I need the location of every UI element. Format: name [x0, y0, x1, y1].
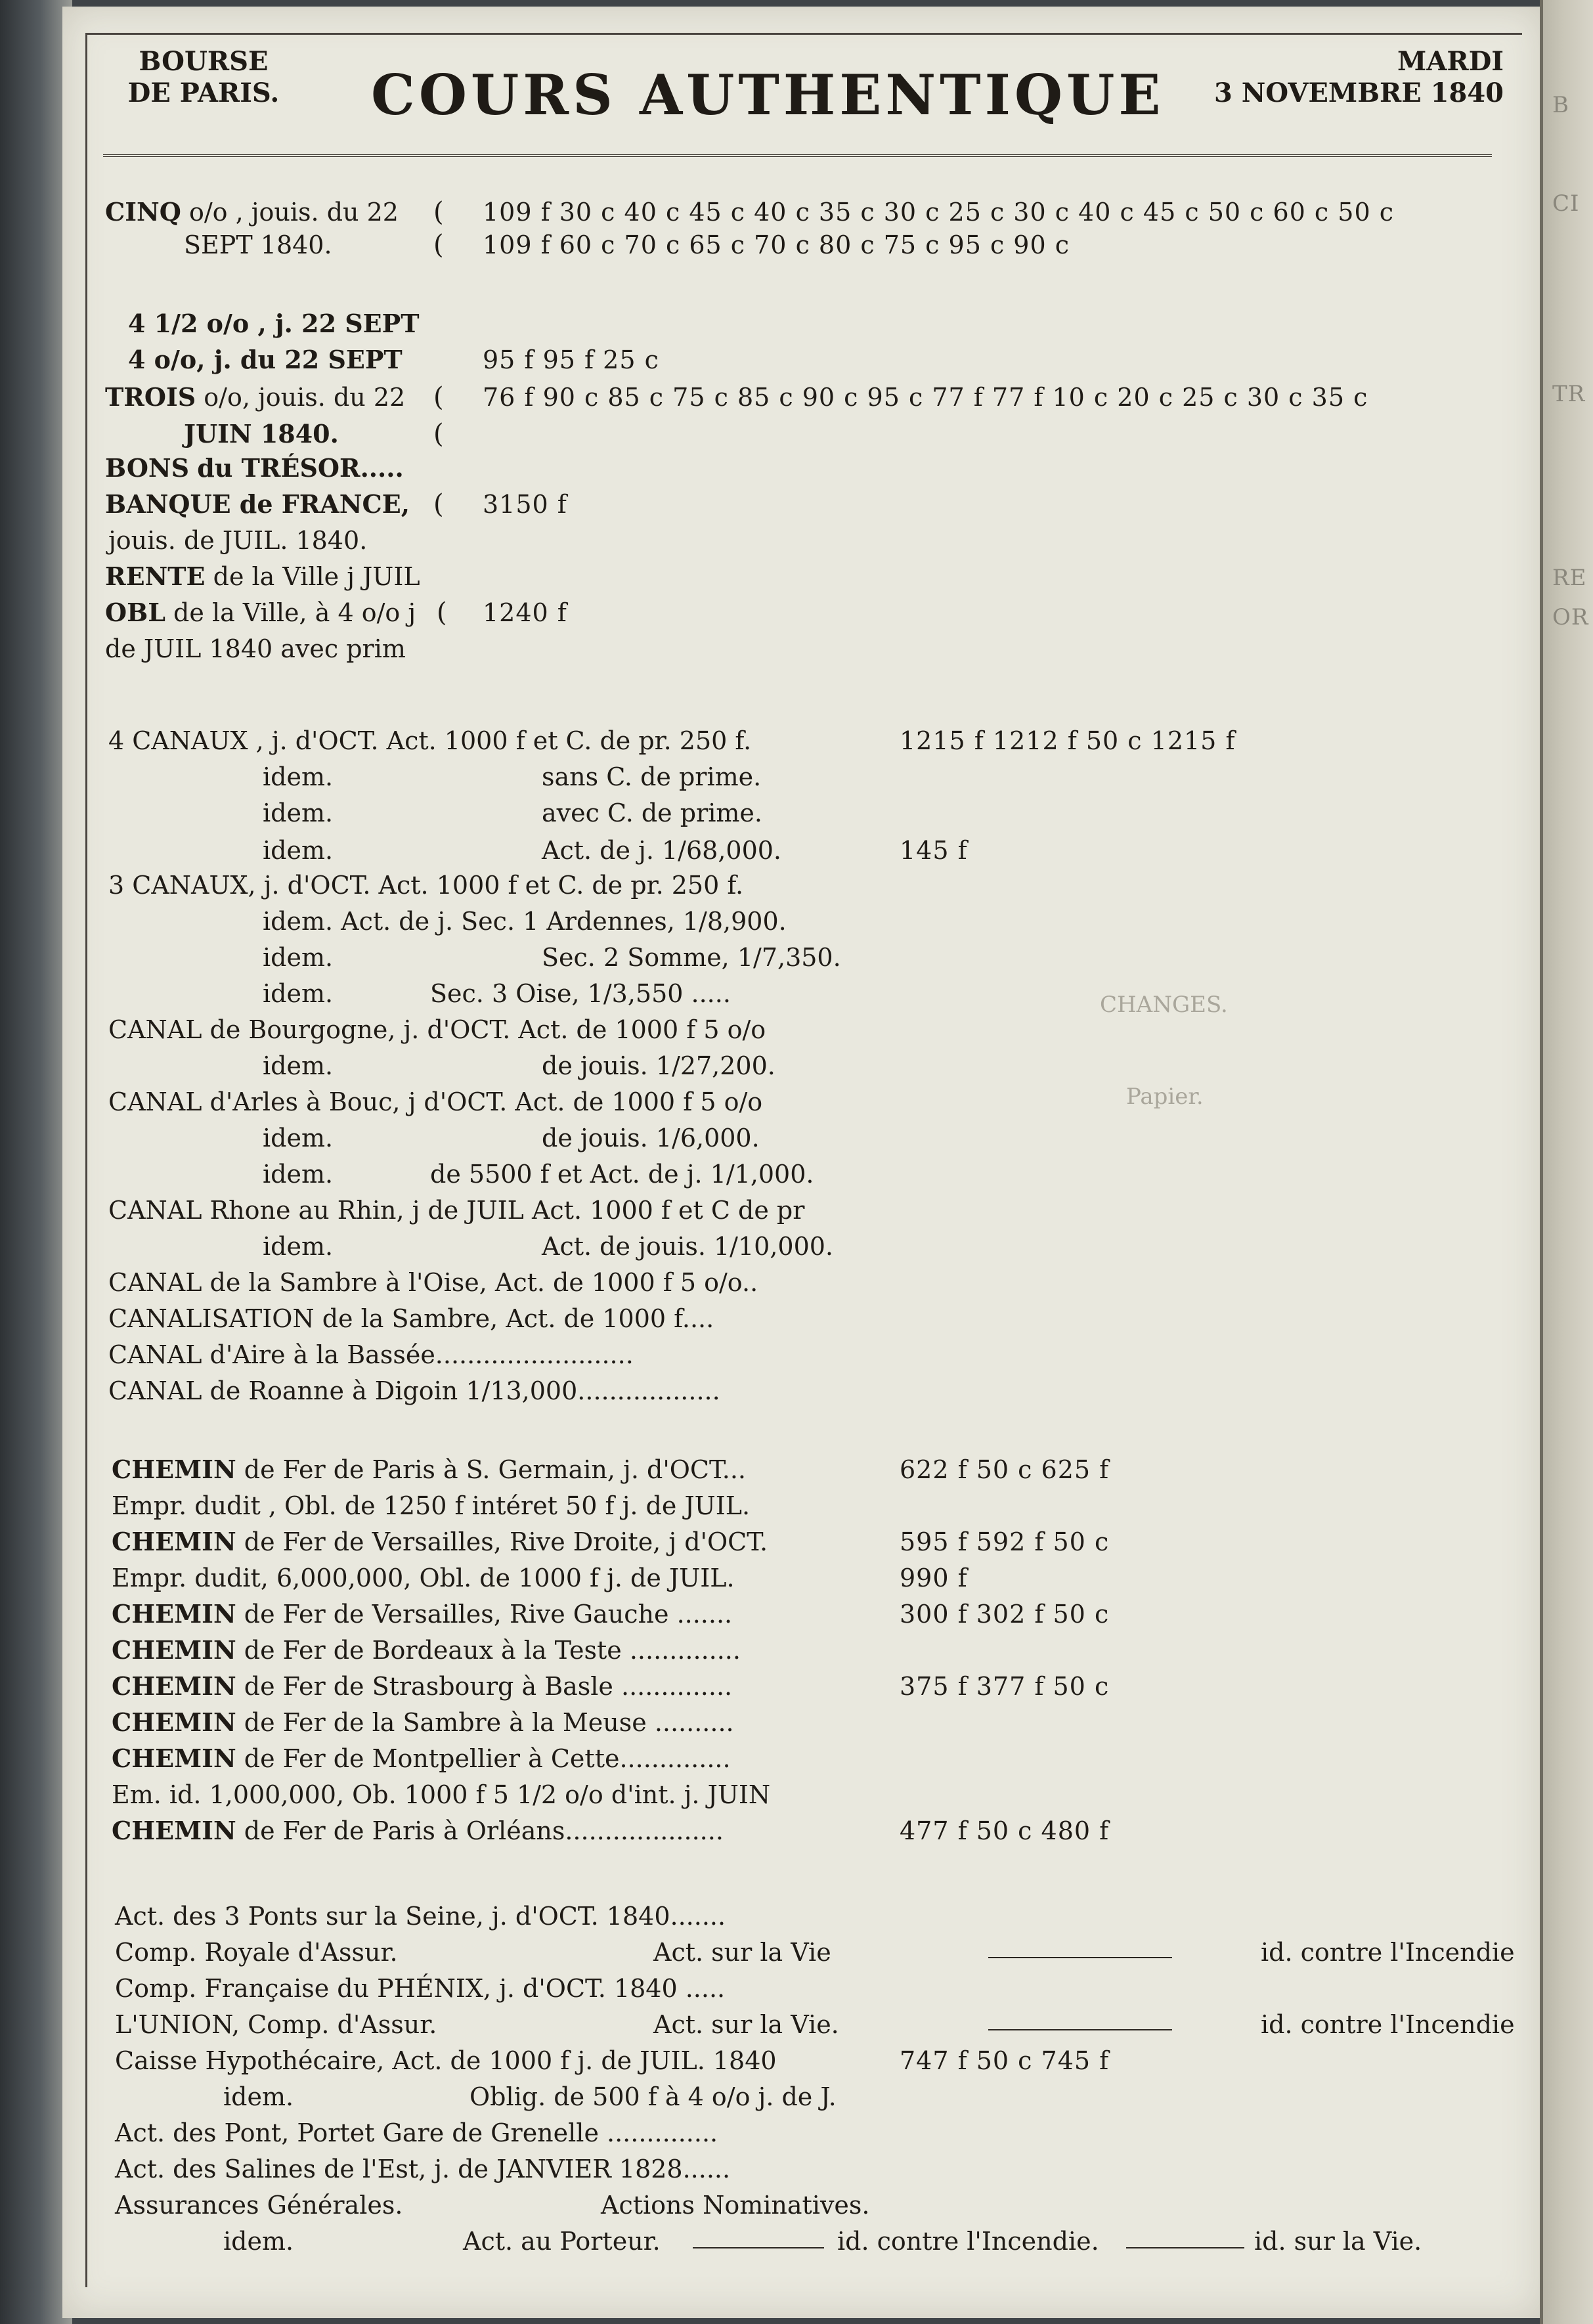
row-values: 747 f 50 c 745 f — [900, 2046, 1110, 2075]
masthead-right — [1136, 46, 1504, 109]
row-label-right: de jouis. 1/6,000. — [542, 1124, 760, 1152]
row-values: 300 f 302 f 50 c — [900, 1600, 1110, 1629]
list-item — [112, 1527, 768, 1557]
list-item: idem. — [223, 2227, 294, 2256]
row-label: Empr. dudit, 6,000,000, Obl. de 1000 f j. de JUIL. — [112, 1564, 735, 1592]
ledger-page — [62, 7, 1543, 2318]
brace-icon: ( — [433, 197, 444, 227]
list-item: idem. — [263, 1160, 334, 1189]
margin-text: RE — [1552, 565, 1587, 591]
row-label-2: jouis. de JUIL. 1840. — [108, 526, 368, 555]
row-label: de Fer de Versailles, Rive Gauche ....... — [244, 1600, 733, 1629]
price-blank-line — [693, 2247, 824, 2248]
row-label: de Fer de la Sambre à la Meuse .......... — [244, 1708, 734, 1737]
row-label-right: de 5500 f et Act. de j. 1/1,000. — [430, 1160, 814, 1189]
brace-icon: ( — [433, 382, 444, 412]
bourse-label: BOURSE — [139, 46, 269, 77]
row-values: 3150 f — [483, 490, 567, 519]
list-item: idem. — [263, 1051, 334, 1080]
row-values: 95 f 95 f 25 c — [483, 345, 659, 374]
list-item — [105, 453, 404, 483]
row-label: de la Ville, à 4 o/o j — [173, 598, 416, 627]
margin-text: TR — [1552, 381, 1586, 407]
list-item: CANAL de Roanne à Digoin 1/13,000.................. — [108, 1376, 720, 1405]
list-item: Comp. Française du PHÉNIX, j. d'OCT. 1840 ..... — [115, 1974, 726, 2003]
row-label: de Fer de Versailles, Rive Droite, j d'OCT. — [244, 1527, 768, 1556]
price-blank-line — [1126, 2247, 1244, 2248]
list-item: Caisse Hypothécaire, Act. de 1000 f j. de JUIL. 1840 — [115, 2046, 777, 2075]
row-label: Empr. dudit , Obl. de 1250 f intéret 50 f j. de JUIL. — [112, 1491, 751, 1520]
row-label-bold: CHEMIN — [112, 1671, 236, 1701]
list-item — [112, 1743, 731, 1774]
list-item: CANAL Rhone au Rhin, j de JUIL Act. 1000 f et C de pr — [108, 1196, 805, 1225]
row-label: de Fer de Paris à S. Germain, j. d'OCT... — [244, 1455, 746, 1484]
row-label-right: Sec. 2 Somme, 1/7,350. — [542, 943, 841, 972]
list-item: idem. — [263, 836, 334, 865]
row-label-right: Act. de jouis. 1/10,000. — [542, 1232, 834, 1261]
list-item — [105, 197, 399, 227]
row-label-2: SEPT 1840. — [184, 230, 332, 259]
list-item: CANAL d'Aire à la Bassée......................... — [108, 1340, 634, 1369]
row-label-bold: TROIS — [105, 382, 196, 412]
row-values: 1240 f — [483, 598, 567, 627]
brace-icon: ( — [433, 419, 444, 449]
row-label-right: sans C. de prime. — [542, 762, 762, 791]
row-label-mid: Act. au Porteur. — [463, 2227, 661, 2256]
row-values: 990 f — [900, 1564, 968, 1592]
list-item: idem. — [263, 943, 334, 972]
list-item: 4 o/o, j. du 22 SEPT — [128, 345, 403, 374]
list-item: idem. — [223, 2082, 294, 2111]
row-tail: id. contre l'Incendie. — [837, 2227, 1099, 2256]
row-label: o/o , jouis. du 22 — [188, 198, 399, 227]
margin-text: B — [1552, 92, 1569, 118]
row-label-bold: CHEMIN — [112, 1743, 236, 1773]
row-label-bold: CINQ — [105, 197, 181, 227]
row-label: du TRÉSOR..... — [197, 453, 404, 483]
row-label-right: avec C. de prime. — [542, 799, 762, 827]
list-item — [112, 1707, 734, 1738]
list-item — [105, 598, 416, 628]
row-label-bold: OBL — [105, 598, 165, 627]
row-label-right: de jouis. 1/27,200. — [542, 1051, 775, 1080]
price-blank-line — [988, 2029, 1172, 2030]
list-item: BANQUE de FRANCE, — [105, 489, 410, 519]
list-item — [105, 561, 420, 592]
row-label-bold: BONS — [105, 453, 190, 483]
list-item: Act. des 3 Ponts sur la Seine, j. d'OCT. 1840....... — [115, 1902, 726, 1931]
row-label-bold: CHEMIN — [112, 1455, 236, 1484]
list-item: Act. des Salines de l'Est, j. de JANVIER 1828...... — [115, 2155, 731, 2183]
row-values: 145 f — [900, 836, 968, 865]
row-label: de Fer de Bordeaux à la Teste .............. — [244, 1636, 741, 1665]
list-item: idem. Act. de j. Sec. 1 Ardennes, 1/8,900. — [263, 907, 787, 936]
book-spine-left — [0, 0, 72, 2324]
list-item — [112, 1455, 746, 1485]
row-label-bold: CHEMIN — [112, 1816, 236, 1845]
row-label: de Fer de Montpellier à Cette.............. — [244, 1744, 731, 1773]
list-item — [112, 1491, 750, 1521]
margin-text: CI — [1552, 190, 1580, 217]
list-item: Comp. Royale d'Assur. — [115, 1938, 398, 1967]
row-label-2: de JUIL 1840 avec prim — [105, 634, 406, 663]
show-through-text: Papier. — [1126, 1084, 1204, 1110]
date-label: 3 NOVEMBRE 1840 — [1213, 77, 1504, 108]
brace-icon: ( — [433, 230, 444, 260]
row-label-bold: CHEMIN — [112, 1635, 236, 1665]
row-values-2: 109 f 60 c 70 c 65 c 70 c 80 c 75 c 95 c 90 c — [483, 230, 1070, 259]
row-label-bold: RENTE — [105, 561, 206, 591]
row-values: 595 f 592 f 50 c — [900, 1527, 1110, 1556]
row-label-2: JUIN 1840. — [184, 419, 339, 449]
list-item: L'UNION, Comp. d'Assur. — [115, 2010, 437, 2039]
row-label-right: Act. de j. 1/68,000. — [542, 836, 782, 865]
row-extra: id. contre l'Incendie — [1261, 2010, 1515, 2039]
list-item: 4 CANAUX , j. d'OCT. Act. 1000 f et C. de pr. 250 f. — [108, 726, 752, 755]
list-item: CANALISATION de la Sambre, Act. de 1000 f.... — [108, 1304, 714, 1333]
row-values: 76 f 90 c 85 c 75 c 85 c 90 c 95 c 77 f 77 f 10 c 20 c 25 c 30 c 35 c — [483, 383, 1368, 412]
row-label-right: Actions Nominatives. — [601, 2191, 870, 2220]
paris-label: DE PARIS. — [127, 77, 280, 108]
row-label: de Fer de Paris à Orléans.................... — [244, 1816, 724, 1845]
row-values: 109 f 30 c 40 c 45 c 40 c 35 c 30 c 25 c 30 c 40 c 45 c 50 c 60 c 50 c — [483, 198, 1394, 227]
row-label: Em. id. 1,000,000, Ob. 1000 f 5 1/2 o/o d'int. j. JUIN — [112, 1780, 771, 1809]
list-item: 3 CANAUX, j. d'OCT. Act. 1000 f et C. de pr. 250 f. — [108, 871, 744, 900]
row-label-right: Oblig. de 500 f à 4 o/o j. de J. — [469, 2082, 837, 2111]
list-item: idem. — [263, 1124, 334, 1152]
list-item — [112, 1635, 741, 1665]
brace-icon: ( — [437, 598, 447, 628]
list-item: idem. — [263, 799, 334, 827]
row-label-bold: CHEMIN — [112, 1527, 236, 1556]
row-label: de Fer de Strasbourg à Basle .............. — [244, 1672, 733, 1701]
list-item — [112, 1816, 724, 1846]
list-item: 4 1/2 o/o , j. 22 SEPT — [128, 309, 420, 338]
list-item: idem. — [263, 979, 334, 1008]
header-rule — [103, 154, 1492, 157]
show-through-text: CHANGES. — [1100, 992, 1228, 1018]
list-item: idem. — [263, 1232, 334, 1261]
brace-icon: ( — [433, 489, 444, 519]
list-item — [112, 1671, 732, 1701]
row-extra: id. contre l'Incendie — [1261, 1938, 1515, 1967]
row-values: 622 f 50 c 625 f — [900, 1455, 1110, 1484]
row-label-right: Sec. 3 Oise, 1/3,550 ..... — [430, 979, 731, 1008]
list-item — [112, 1599, 732, 1629]
row-label-right: Act. sur la Vie. — [653, 2010, 839, 2039]
weekday-label: MARDI — [1397, 46, 1504, 77]
row-label-bold: CHEMIN — [112, 1599, 236, 1629]
list-item: CANAL de Bourgogne, j. d'OCT. Act. de 1000 f 5 o/o — [108, 1015, 766, 1044]
row-label-right: Act. sur la Vie — [653, 1938, 831, 1967]
row-label-bold: CHEMIN — [112, 1707, 236, 1737]
list-item: idem. — [263, 762, 334, 791]
page-title: COURS AUTHENTIQUE — [371, 62, 1165, 127]
row-label: o/o, jouis. du 22 — [204, 383, 406, 412]
margin-text: OR — [1552, 604, 1589, 630]
list-item — [112, 1780, 770, 1810]
list-item: Act. des Pont, Portet Gare de Grenelle .............. — [115, 2118, 718, 2147]
list-item: CANAL d'Arles à Bouc, j d'OCT. Act. de 1000 f 5 o/o — [108, 1087, 763, 1116]
row-values: 1215 f 1212 f 50 c 1215 f — [900, 726, 1236, 755]
row-label: de la Ville j JUIL — [213, 562, 420, 591]
price-blank-line — [988, 1957, 1172, 1958]
list-item — [105, 382, 405, 412]
next-page-edge — [1543, 0, 1593, 2324]
list-item — [112, 1563, 735, 1593]
row-values: 477 f 50 c 480 f — [900, 1816, 1110, 1845]
masthead-left — [102, 46, 305, 109]
list-item: CANAL de la Sambre à l'Oise, Act. de 1000 f 5 o/o.. — [108, 1268, 758, 1297]
row-tail: id. sur la Vie. — [1254, 2227, 1422, 2256]
list-item: Assurances Générales. — [115, 2191, 403, 2220]
row-values: 375 f 377 f 50 c — [900, 1672, 1110, 1701]
